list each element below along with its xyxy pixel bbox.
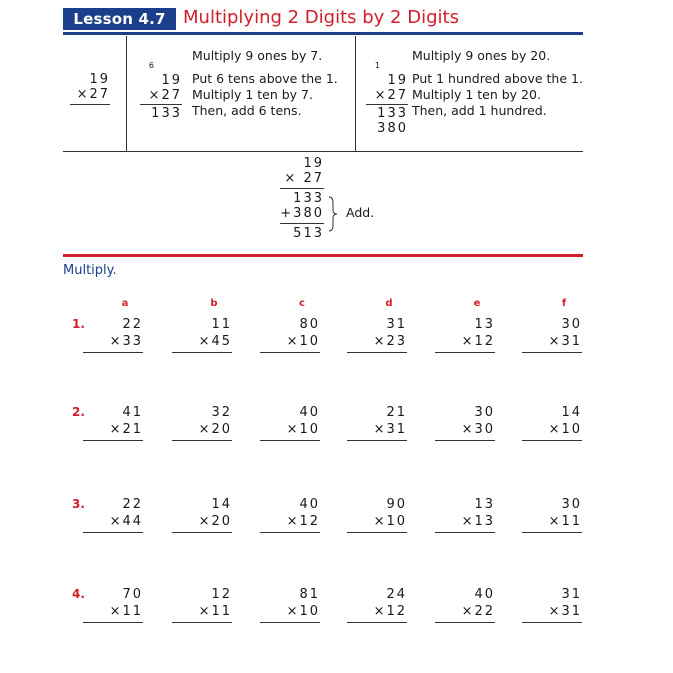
problem-multiplicand: 22 <box>122 317 143 332</box>
example-column-divider <box>355 36 356 151</box>
multiplication-problem <box>260 316 320 353</box>
column-letter: f <box>561 298 567 309</box>
multiplication-problem <box>347 316 407 353</box>
example-step-1 <box>140 58 182 121</box>
example-partial-product: 380 <box>377 121 408 136</box>
problem-answer-line <box>435 532 495 533</box>
multiplication-problem <box>83 496 143 533</box>
problem-multiplicand: 21 <box>386 405 407 420</box>
problem-multiplicand: 12 <box>211 587 232 602</box>
example-step-1-notes <box>192 48 338 119</box>
multiplication-problem <box>172 316 232 353</box>
sum-partial-1: 133 <box>293 191 324 206</box>
multiplication-problem <box>435 496 495 533</box>
problem-multiplicand: 40 <box>474 587 495 602</box>
problem-multiplier: ×21 <box>109 422 143 437</box>
problem-multiplicand: 90 <box>386 497 407 512</box>
row-number: 1. <box>72 317 85 331</box>
multiplication-problem <box>83 404 143 441</box>
multiplication-problem <box>260 496 320 533</box>
problem-multiplier: ×20 <box>198 514 232 529</box>
multiplication-problem <box>260 586 320 623</box>
problem-answer-line <box>83 440 143 441</box>
brace-icon <box>327 195 339 233</box>
example-multiplicand: 19 <box>161 73 182 88</box>
problem-answer-line <box>172 532 232 533</box>
problem-answer-line <box>347 622 407 623</box>
problem-answer-line <box>260 440 320 441</box>
multiplication-problem <box>522 586 582 623</box>
problem-multiplier: ×23 <box>373 334 407 349</box>
example-divider <box>63 151 583 152</box>
step-note: Then, add 1 hundred. <box>412 103 547 118</box>
multiplication-problem <box>347 404 407 441</box>
problem-multiplier: ×12 <box>461 334 495 349</box>
section-divider <box>63 254 583 257</box>
problem-multiplicand: 31 <box>386 317 407 332</box>
problem-multiplier: ×45 <box>198 334 232 349</box>
header-divider <box>63 32 583 35</box>
problem-multiplier: ×30 <box>461 422 495 437</box>
problem-multiplier: ×44 <box>109 514 143 529</box>
multiplication-problem <box>522 496 582 533</box>
example-underline <box>140 104 182 105</box>
multiplication-problem <box>83 316 143 353</box>
step-note: Put 1 hundred above the 1. <box>412 71 583 86</box>
carry-digit: 6 <box>148 61 156 70</box>
problem-answer-line <box>522 352 582 353</box>
problem-multiplicand: 14 <box>561 405 582 420</box>
step-note: Then, add 6 tens. <box>192 103 302 118</box>
multiplication-problem <box>260 404 320 441</box>
problem-multiplicand: 31 <box>561 587 582 602</box>
problem-answer-line <box>172 440 232 441</box>
problem-multiplier: ×13 <box>461 514 495 529</box>
sum-total: 513 <box>293 226 324 241</box>
problem-multiplicand: 24 <box>386 587 407 602</box>
multiplication-problem <box>435 586 495 623</box>
problem-answer-line <box>260 532 320 533</box>
sum-underline <box>280 188 324 189</box>
multiplication-problem <box>522 316 582 353</box>
problem-multiplier: ×31 <box>373 422 407 437</box>
example-step-0 <box>70 72 110 105</box>
sum-label: Add. <box>346 205 375 220</box>
problem-answer-line <box>435 440 495 441</box>
problem-multiplier: ×10 <box>286 604 320 619</box>
problem-answer-line <box>83 352 143 353</box>
problem-multiplier: ×20 <box>198 422 232 437</box>
problem-multiplier: ×10 <box>548 422 582 437</box>
problem-answer-line <box>347 440 407 441</box>
problem-answer-line <box>347 352 407 353</box>
example-step-2-notes <box>412 48 583 119</box>
row-number: 2. <box>72 405 85 419</box>
column-letter: b <box>210 298 218 309</box>
problem-multiplicand: 32 <box>211 405 232 420</box>
multiplication-problem <box>435 404 495 441</box>
multiplication-problem <box>347 496 407 533</box>
example-underline <box>70 104 110 105</box>
step-note: Multiply 1 ten by 20. <box>412 87 541 102</box>
sum-partial-2: +380 <box>280 206 324 221</box>
problem-multiplier: ×10 <box>373 514 407 529</box>
multiplication-problem <box>172 586 232 623</box>
row-number: 4. <box>72 587 85 601</box>
carry-digit: 1 <box>374 61 382 70</box>
problem-answer-line <box>522 532 582 533</box>
problem-answer-line <box>435 622 495 623</box>
column-letter: a <box>121 298 129 309</box>
example-column-divider <box>126 36 127 151</box>
example-step-2 <box>366 58 408 136</box>
problem-answer-line <box>522 622 582 623</box>
step-note: Multiply 1 ten by 7. <box>192 87 313 102</box>
problem-multiplicand: 14 <box>211 497 232 512</box>
column-letter: c <box>299 298 305 309</box>
problem-multiplier: ×31 <box>548 604 582 619</box>
problem-answer-line <box>172 622 232 623</box>
multiplication-problem <box>522 404 582 441</box>
problem-multiplicand: 22 <box>122 497 143 512</box>
problem-multiplicand: 41 <box>122 405 143 420</box>
problem-multiplicand: 13 <box>474 497 495 512</box>
step-note: Multiply 9 ones by 7. <box>192 48 323 63</box>
column-letter: e <box>473 298 481 309</box>
problem-multiplicand: 81 <box>299 587 320 602</box>
example-multiplier: ×27 <box>76 87 110 102</box>
page-title: Multiplying 2 Digits by 2 Digits <box>183 7 459 28</box>
problem-answer-line <box>83 532 143 533</box>
example-multiplicand: 19 <box>89 72 110 87</box>
problem-multiplier: ×31 <box>548 334 582 349</box>
sum-multiplier: × 27 <box>284 171 324 186</box>
problem-answer-line <box>435 352 495 353</box>
problem-multiplicand: 40 <box>299 497 320 512</box>
sum-underline <box>280 223 324 224</box>
problem-multiplicand: 30 <box>561 317 582 332</box>
problem-multiplier: ×11 <box>198 604 232 619</box>
problem-multiplier: ×22 <box>461 604 495 619</box>
problem-multiplicand: 80 <box>299 317 320 332</box>
example-partial-product: 133 <box>151 106 182 121</box>
problem-multiplicand: 13 <box>474 317 495 332</box>
multiplication-problem <box>172 404 232 441</box>
example-multiplier: ×27 <box>374 88 408 103</box>
multiplication-problem <box>172 496 232 533</box>
problem-multiplier: ×12 <box>286 514 320 529</box>
problem-multiplier: ×12 <box>373 604 407 619</box>
problem-multiplicand: 11 <box>211 317 232 332</box>
problem-answer-line <box>260 622 320 623</box>
column-letter: d <box>385 298 393 309</box>
problem-multiplier: ×11 <box>109 604 143 619</box>
problem-multiplier: ×10 <box>286 422 320 437</box>
example-sum <box>280 156 324 241</box>
problem-multiplier: ×11 <box>548 514 582 529</box>
problem-answer-line <box>522 440 582 441</box>
example-multiplicand: 19 <box>387 73 408 88</box>
sum-multiplicand: 19 <box>303 156 324 171</box>
problem-answer-line <box>83 622 143 623</box>
problem-multiplicand: 40 <box>299 405 320 420</box>
problem-answer-line <box>172 352 232 353</box>
multiplication-problem <box>347 586 407 623</box>
problem-multiplier: ×10 <box>286 334 320 349</box>
exercise-instruction: Multiply. <box>63 263 117 278</box>
step-note: Multiply 9 ones by 20. <box>412 48 551 63</box>
problem-answer-line <box>347 532 407 533</box>
problem-multiplicand: 70 <box>122 587 143 602</box>
example-underline <box>366 104 408 105</box>
problem-multiplicand: 30 <box>474 405 495 420</box>
multiplication-problem <box>435 316 495 353</box>
multiplication-problem <box>83 586 143 623</box>
row-number: 3. <box>72 497 85 511</box>
problem-multiplicand: 30 <box>561 497 582 512</box>
example-multiplier: ×27 <box>148 88 182 103</box>
problem-multiplier: ×33 <box>109 334 143 349</box>
step-note: Put 6 tens above the 1. <box>192 71 338 86</box>
problem-answer-line <box>260 352 320 353</box>
example-partial-product: 133 <box>377 106 408 121</box>
lesson-badge: Lesson 4.7 <box>63 8 176 30</box>
